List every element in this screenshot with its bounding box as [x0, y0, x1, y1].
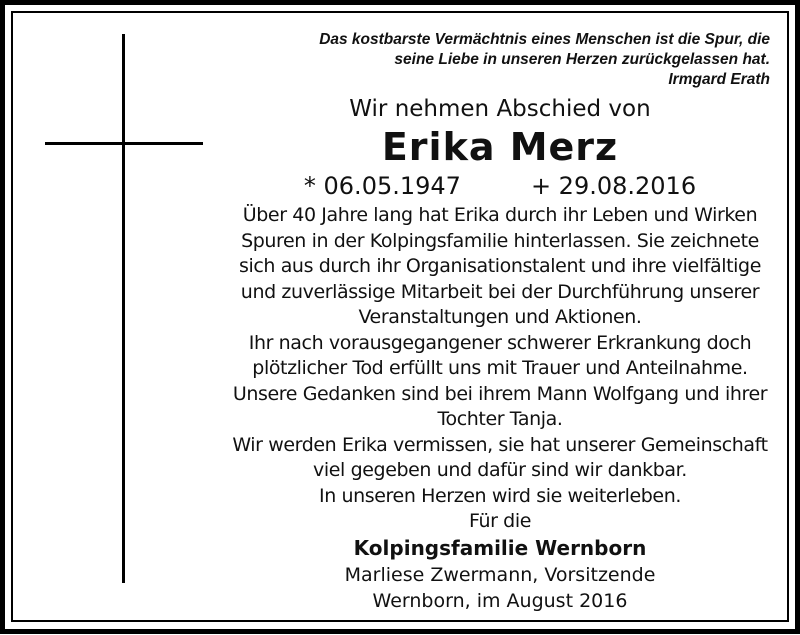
quote-line: seine Liebe in unseren Herzen zurückgelassen hat.: [394, 51, 770, 68]
quote-line: Das kostbarste Vermächtnis eines Menschen ist die Spur, die: [319, 31, 770, 48]
body-line: sich aus durch ihr Organisationstalent und ihre vielfältige: [238, 255, 762, 277]
body-line: Über 40 Jahre lang hat Erika durch ihr Leben und Wirken: [242, 204, 758, 226]
signatory: Marliese Zwermann, Vorsitzende: [344, 563, 656, 586]
body-line: Spuren in der Kolpingsfamilie hinterlassen. Sie zeichnete: [241, 229, 759, 252]
deceased-name: Erika Merz: [381, 125, 619, 169]
quote-attribution: Irmgard Erath: [668, 71, 770, 88]
body-line: und zuverlässige Mitarbeit bei der Durchführung unserer: [240, 280, 760, 303]
cross-horizontal-bar: [45, 142, 203, 145]
body-line: Ihr nach vorausgegangener schwerer Erkrankung doch: [248, 331, 752, 354]
body-line: Wir werden Erika vermissen, sie hat unserer Gemeinschaft: [232, 433, 768, 456]
cross-vertical-bar: [122, 34, 125, 583]
body-line: Tochter Tanja.: [437, 408, 563, 430]
farewell-intro: Wir nehmen Abschied von: [349, 96, 651, 122]
obituary-text: [222, 203, 778, 535]
body-line: In unseren Herzen wird sie weiterleben.: [318, 484, 682, 507]
body-line: viel gegeben und dafür sind wir dankbar.: [313, 459, 687, 481]
birth-date: * 06.05.1947: [303, 172, 461, 200]
life-dates: [222, 169, 778, 203]
body-line: Unsere Gedanken sind bei ihrem Mann Wolfgang und ihrer: [232, 382, 768, 405]
death-date: + 29.08.2016: [530, 172, 697, 200]
place-and-date: Wernborn, im August 2016: [372, 589, 628, 612]
memorial-quote: [222, 30, 778, 90]
body-line: Veranstaltungen und Aktionen.: [358, 306, 642, 328]
body-line: Für die: [468, 510, 531, 532]
organization-name: Kolpingsfamilie Wernborn: [353, 535, 647, 560]
notice-content: [222, 30, 778, 614]
body-line: plötzlicher Tod erfüllt uns mit Trauer und Anteilnahme.: [252, 357, 748, 379]
